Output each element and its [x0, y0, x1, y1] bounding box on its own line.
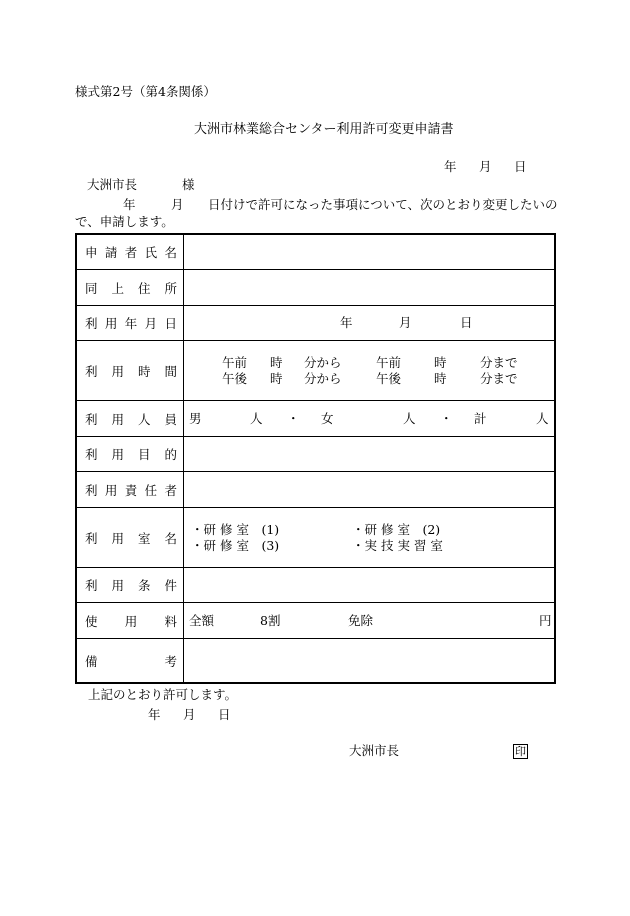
- row-usage-date: [77, 306, 554, 341]
- people-separator-1: ・: [287, 411, 300, 426]
- responsible-person-field[interactable]: [184, 472, 554, 507]
- intro-month: 月: [171, 197, 184, 212]
- usage-fee-field[interactable]: [184, 603, 554, 638]
- room-option-4: ・実 技 実 習 室: [352, 538, 443, 553]
- intro-text-line2: で、申請します。: [75, 214, 174, 229]
- header-date-month: 月: [479, 159, 492, 174]
- usage-fee-label: 使用料: [77, 603, 184, 638]
- row-people-count: [77, 401, 554, 437]
- usage-purpose-field[interactable]: [184, 437, 554, 471]
- people-separator-2: ・: [440, 411, 453, 426]
- row-address: [77, 270, 554, 306]
- approval-year: 年: [148, 707, 161, 722]
- usage-date-label: 利用年月日: [77, 306, 184, 340]
- time-hour-1: 時: [270, 355, 283, 370]
- room-name-label: 利用室名: [77, 508, 184, 567]
- time-min-to-2: 分まで: [480, 371, 518, 386]
- remarks-label: 備考: [77, 639, 184, 682]
- time-hour-3: 時: [270, 371, 283, 386]
- seal-stamp: 印: [515, 745, 526, 758]
- room-name-field[interactable]: [184, 508, 554, 567]
- time-min-from-2: 分から: [304, 371, 342, 386]
- document-title: 大洲市林業総合センター利用許可変更申請書: [194, 122, 454, 137]
- room-option-1: ・研 修 室 (1): [191, 522, 280, 537]
- people-count-field[interactable]: [184, 401, 554, 436]
- usage-date-year: 年: [340, 315, 353, 330]
- time-min-from-1: 分から: [304, 355, 342, 370]
- fee-exempt: 免除: [348, 613, 374, 628]
- people-female: 女: [321, 411, 334, 426]
- people-total: 計: [474, 411, 487, 426]
- usage-date-field[interactable]: [184, 306, 554, 340]
- responsible-person-label: 利用責任者: [77, 472, 184, 507]
- people-male-unit: 人: [250, 411, 263, 426]
- time-pm-to: 午後: [376, 371, 402, 386]
- usage-purpose-label: 利用目的: [77, 437, 184, 471]
- time-hour-4: 時: [434, 371, 447, 386]
- address-field[interactable]: [184, 270, 554, 305]
- usage-date-day: 日: [460, 315, 473, 330]
- row-usage-fee: [77, 603, 554, 639]
- form-number: 様式第2号（第4条関係）: [75, 84, 216, 99]
- intro-year: 年: [123, 197, 136, 212]
- usage-conditions-field[interactable]: [184, 568, 554, 602]
- applicant-name-label: 申請者氏名: [77, 235, 184, 269]
- header-date-day: 日: [514, 159, 527, 174]
- room-option-3: ・研 修 室 (3): [191, 538, 280, 553]
- row-usage-purpose: [77, 437, 554, 472]
- remarks-field[interactable]: [184, 639, 554, 682]
- time-pm-from: 午後: [222, 371, 248, 386]
- row-usage-time: [77, 341, 554, 401]
- row-responsible-person: [77, 472, 554, 508]
- approval-day: 日: [218, 707, 231, 722]
- application-form-table: [75, 233, 556, 684]
- fee-80-percent: 8割: [260, 613, 281, 628]
- people-male: 男: [189, 411, 202, 426]
- address-label: 同上住所: [77, 270, 184, 305]
- row-usage-conditions: [77, 568, 554, 603]
- row-room-name: [77, 508, 554, 568]
- time-hour-2: 時: [434, 355, 447, 370]
- approval-text: 上記のとおり許可します。: [88, 687, 238, 702]
- approval-month: 月: [183, 707, 196, 722]
- addressee-suffix: 様: [182, 177, 195, 192]
- intro-text-line1: 日付けで許可になった事項について、次のとおり変更したいの: [208, 197, 558, 212]
- time-am-from: 午前: [222, 355, 248, 370]
- addressee-name: 大洲市長: [87, 177, 138, 192]
- mayor-signature-name: 大洲市長: [349, 743, 400, 758]
- people-total-unit: 人: [536, 411, 549, 426]
- usage-time-field[interactable]: [184, 341, 554, 400]
- header-date-year: 年: [444, 159, 457, 174]
- row-applicant-name: [77, 235, 554, 270]
- usage-time-label: 利用時間: [77, 341, 184, 400]
- people-count-label: 利用人員: [77, 401, 184, 436]
- usage-date-month: 月: [399, 315, 412, 330]
- time-min-to-1: 分まで: [480, 355, 518, 370]
- room-option-2: ・研 修 室 (2): [352, 522, 441, 537]
- fee-full: 全額: [189, 613, 215, 628]
- applicant-name-field[interactable]: [184, 235, 554, 269]
- usage-conditions-label: 利用条件: [77, 568, 184, 602]
- row-remarks: [77, 639, 554, 682]
- people-female-unit: 人: [403, 411, 416, 426]
- fee-yen: 円: [539, 613, 552, 628]
- time-am-to: 午前: [376, 355, 402, 370]
